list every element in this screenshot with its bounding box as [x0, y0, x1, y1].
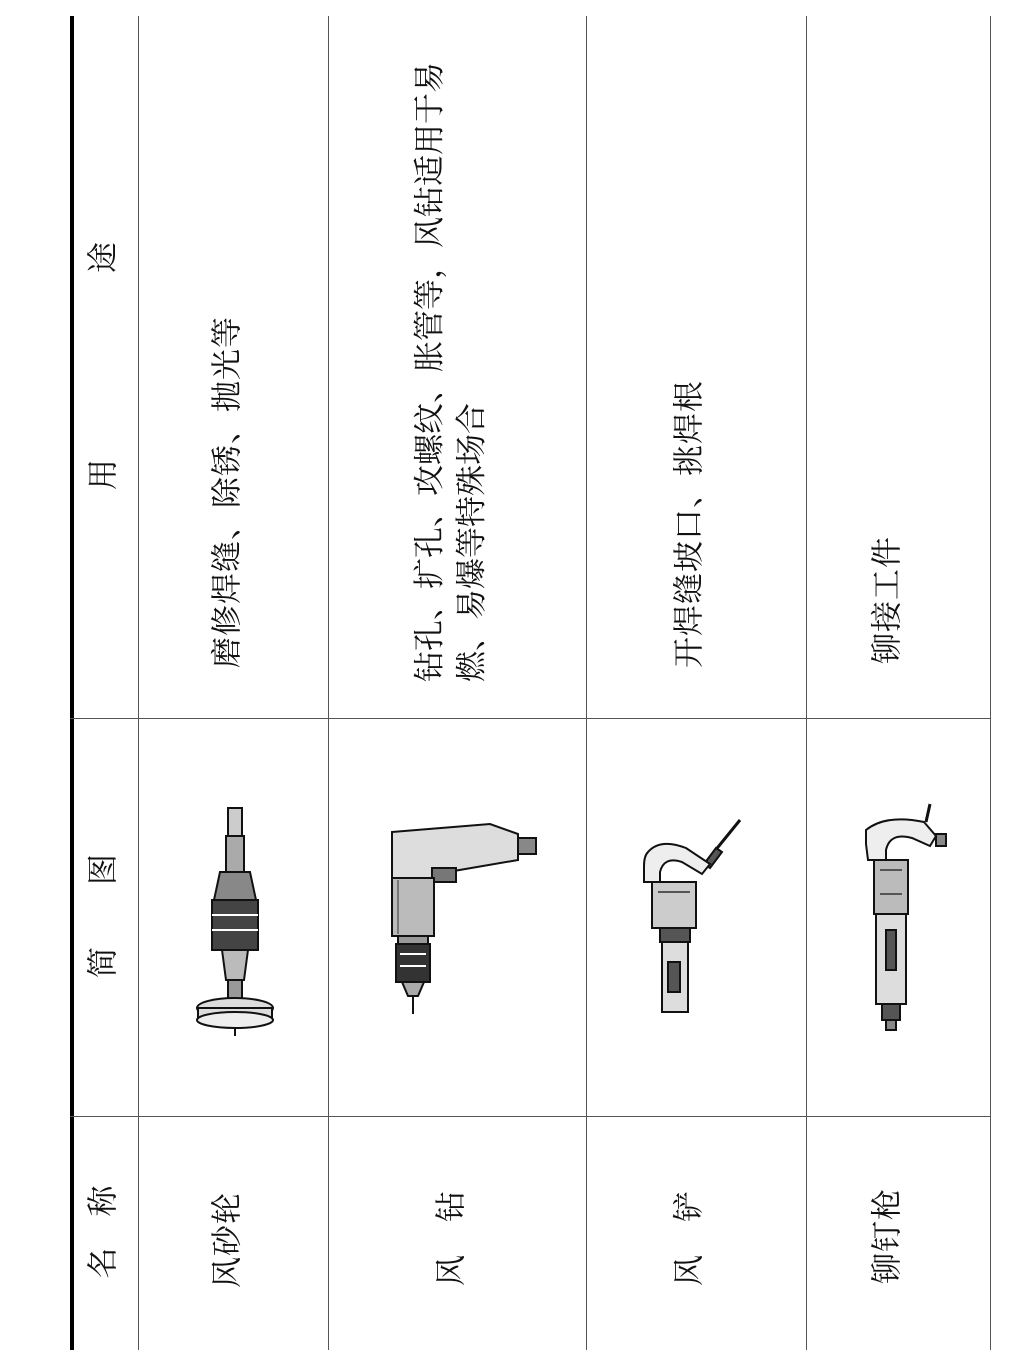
header-name: 名 称: [85, 1185, 122, 1279]
row-2-usage-line-1: 钻孔、扩孔、攻螺纹、胀管等，风钻适用于易: [412, 62, 448, 682]
row-4-name: 铆钉枪: [869, 1188, 906, 1284]
column-divider: [70, 1116, 990, 1117]
row-1-name: 风砂轮: [209, 1192, 246, 1288]
row-4-usage: 铆接工件: [869, 536, 906, 664]
row-2-name: 风 钻: [433, 1190, 470, 1286]
row-divider: [138, 16, 139, 1350]
table-left-border: [70, 16, 74, 1350]
row-2-usage-line-2: 燃、易爆等特殊场合: [454, 403, 490, 682]
row-3-usage: 开焊缝坡口、挑焊根: [671, 380, 708, 668]
chipping-hammer-icon: [630, 812, 760, 1022]
row-3-name: 风 铲: [671, 1190, 708, 1286]
column-divider: [70, 718, 990, 719]
header-diagram: 简 图: [85, 854, 122, 978]
rivet-gun-icon: [846, 800, 966, 1034]
row-1-usage: 磨修焊缝、除锈、抛光等: [209, 316, 246, 668]
grinder-icon: [190, 800, 290, 1040]
row-divider: [806, 16, 807, 1350]
table-right-border: [990, 16, 991, 1350]
row-divider: [586, 16, 587, 1350]
row-2-usage: [409, 62, 493, 682]
drill-icon: [378, 820, 548, 1020]
header-usage: 用 途: [85, 242, 122, 490]
row-divider: [328, 16, 329, 1350]
